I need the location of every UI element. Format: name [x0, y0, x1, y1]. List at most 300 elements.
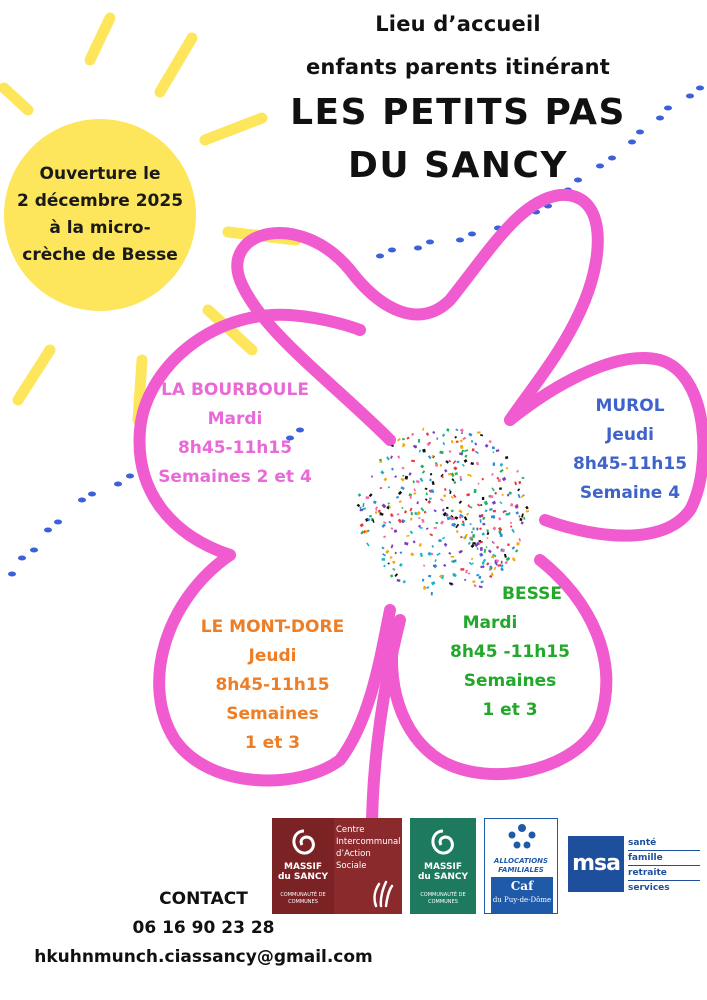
confetti-piece [500, 463, 503, 467]
confetti-piece [438, 539, 441, 542]
confetti-piece [442, 508, 445, 511]
confetti-piece [395, 552, 397, 554]
confetti-piece [411, 512, 413, 515]
confetti-piece [464, 516, 468, 520]
confetti-piece [373, 501, 376, 504]
confetti-piece [492, 446, 495, 449]
confetti-piece [466, 493, 470, 497]
confetti-piece [515, 549, 518, 552]
confetti-piece [382, 553, 386, 556]
confetti-piece [447, 516, 451, 520]
confetti-piece [451, 509, 454, 512]
confetti-piece [375, 511, 378, 514]
logo-massif-ciass [272, 818, 402, 914]
confetti-piece [460, 445, 463, 449]
confetti-piece [512, 557, 516, 561]
confetti-piece [401, 467, 404, 470]
msa-line-4: services [628, 883, 670, 893]
confetti-piece [396, 496, 399, 499]
confetti-piece [435, 462, 437, 464]
location-day: Jeudi [606, 425, 654, 445]
confetti-piece [470, 462, 474, 465]
confetti-piece [398, 491, 402, 495]
opening-line-1: Ouverture le [39, 164, 161, 184]
confetti-piece [397, 513, 400, 515]
confetti-piece [402, 438, 405, 440]
confetti-piece [400, 486, 404, 490]
confetti-piece [474, 442, 477, 445]
confetti-piece [428, 575, 431, 578]
confetti-piece [430, 489, 433, 492]
logo-msa [568, 836, 700, 894]
confetti-piece [496, 546, 499, 549]
confetti-piece [426, 586, 429, 589]
location-la-bourboule [140, 376, 330, 492]
confetti-piece [471, 558, 473, 561]
confetti-piece [505, 456, 508, 459]
confetti-piece [517, 488, 520, 491]
confetti-piece [422, 428, 424, 431]
caf-label: Caf [510, 879, 534, 893]
confetti-piece [432, 431, 435, 434]
confetti-piece [525, 506, 529, 510]
confetti-piece [382, 558, 385, 561]
confetti-piece [464, 454, 467, 457]
confetti-piece [463, 522, 465, 526]
confetti-piece [444, 488, 446, 491]
confetti-piece [391, 527, 394, 530]
confetti-piece [489, 569, 491, 571]
confetti-piece [498, 517, 501, 520]
location-weeks-2: 1 et 3 [244, 733, 301, 753]
confetti-piece [414, 445, 417, 448]
confetti-piece [436, 437, 438, 439]
confetti-piece [413, 488, 416, 491]
logo-text-4: Sociale [336, 861, 367, 871]
location-hours: 8h45 -11h15 [450, 642, 570, 662]
confetti-piece [461, 432, 463, 434]
confetti-piece [472, 542, 475, 545]
confetti-piece [468, 542, 471, 545]
confetti-piece [504, 561, 508, 565]
confetti-piece [391, 445, 394, 447]
msa-mark: msa [568, 836, 624, 892]
confetti-piece [426, 527, 429, 530]
confetti-piece [511, 529, 515, 533]
confetti-piece [381, 523, 385, 527]
location-day: Mardi [462, 613, 518, 633]
confetti-piece [485, 546, 487, 548]
confetti-piece [491, 487, 494, 491]
title-line-2: DU SANCY [347, 145, 569, 186]
logo-massif [410, 818, 476, 914]
confetti-piece [405, 476, 408, 480]
caf-line-1: ALLOCATIONS [493, 857, 549, 865]
location-day: Jeudi [248, 646, 297, 666]
confetti-piece [445, 460, 449, 464]
confetti-piece [460, 428, 464, 432]
confetti-piece [472, 448, 475, 451]
confetti-piece [499, 469, 503, 473]
confetti-piece [496, 449, 500, 452]
confetti-piece [474, 489, 477, 493]
confetti-piece [394, 475, 397, 478]
confetti-piece [451, 478, 454, 481]
opening-line-2: 2 décembre 2025 [16, 191, 184, 211]
confetti-piece [492, 451, 494, 453]
confetti-piece [500, 568, 504, 572]
confetti-piece [383, 536, 386, 539]
confetti-piece [390, 574, 393, 577]
confetti-piece [363, 530, 365, 533]
confetti-piece [420, 507, 424, 511]
logo-brand: MASSIF [284, 862, 322, 872]
confetti-piece [400, 551, 403, 553]
confetti-piece [429, 479, 431, 481]
confetti-piece [410, 518, 412, 521]
family-icon [503, 823, 541, 853]
logo-text-1: Centre [336, 825, 365, 835]
confetti-piece [358, 493, 362, 497]
caf-dept: du Puy-de-Dôme [492, 896, 552, 904]
confetti-piece [477, 483, 479, 485]
confetti-piece [360, 509, 363, 511]
confetti-piece [468, 433, 472, 437]
confetti-piece [478, 576, 481, 580]
confetti-piece [462, 464, 465, 467]
confetti-piece [480, 434, 483, 436]
confetti-piece [496, 560, 499, 562]
confetti-piece [443, 494, 446, 497]
location-weeks: Semaine 4 [579, 483, 681, 503]
confetti-piece [498, 479, 501, 482]
confetti-piece [394, 573, 398, 577]
confetti-piece [501, 494, 504, 496]
confetti-piece [408, 472, 411, 476]
confetti-piece [397, 455, 400, 458]
opening-line-3: à la micro- [49, 218, 151, 238]
confetti-piece [479, 527, 482, 530]
confetti-piece [402, 475, 404, 477]
confetti-piece [501, 561, 503, 564]
confetti-piece [435, 522, 438, 524]
location-name: BESSE [502, 584, 562, 604]
confetti-piece [480, 566, 482, 569]
confetti-piece [434, 559, 436, 562]
confetti-piece [469, 562, 473, 565]
location-name: LE MONT-DORE [200, 617, 345, 637]
location-murol [560, 392, 700, 508]
confetti-piece [430, 473, 432, 475]
opening-info [10, 161, 190, 269]
confetti-piece [460, 439, 463, 442]
confetti-piece [388, 563, 390, 565]
confetti-piece [510, 503, 513, 507]
confetti-piece [399, 563, 403, 567]
location-weeks: Semaines 2 et 4 [158, 467, 312, 487]
confetti-piece [471, 440, 473, 442]
location-day: Mardi [207, 409, 263, 429]
confetti-piece [448, 460, 451, 463]
confetti-piece [514, 481, 517, 485]
confetti-piece [366, 542, 369, 546]
confetti-piece [476, 462, 479, 466]
confetti-piece [451, 440, 454, 443]
massif-swirl-icon [288, 828, 320, 858]
confetti-piece [473, 527, 475, 530]
confetti-piece [470, 538, 473, 541]
confetti-piece [472, 563, 474, 565]
confetti-piece [406, 437, 409, 440]
confetti-piece [425, 498, 428, 501]
confetti-piece [384, 478, 388, 482]
confetti-piece [388, 521, 391, 524]
confetti-piece [357, 504, 361, 507]
confetti-piece [381, 547, 384, 550]
confetti-piece [488, 549, 492, 553]
confetti-piece [460, 536, 463, 538]
confetti-piece [388, 486, 390, 488]
confetti-piece [522, 477, 525, 479]
confetti-piece [390, 455, 393, 459]
confetti-piece [431, 545, 434, 548]
confetti-piece [440, 464, 443, 467]
confetti-piece [493, 510, 496, 512]
confetti-piece [434, 509, 437, 512]
confetti-piece [424, 511, 427, 514]
confetti-piece [425, 488, 428, 490]
confetti-piece [493, 527, 497, 531]
confetti-piece [442, 433, 445, 437]
header-line-1: Lieu d’accueil [375, 12, 541, 36]
msa-line-2: famille [628, 851, 700, 866]
confetti-piece [482, 532, 485, 535]
confetti-piece [454, 472, 458, 475]
confetti-piece [494, 492, 497, 495]
confetti-piece [429, 533, 433, 536]
confetti-piece [512, 546, 516, 550]
confetti-piece [516, 542, 519, 545]
confetti-piece [462, 437, 466, 440]
confetti-piece [418, 439, 420, 443]
confetti-piece [443, 564, 446, 567]
confetti-piece [360, 523, 364, 527]
confetti-piece [410, 495, 412, 499]
location-besse [430, 580, 590, 725]
confetti-piece [369, 515, 372, 517]
confetti-piece [432, 481, 435, 485]
confetti-piece [435, 464, 438, 467]
confetti-piece [451, 496, 454, 499]
confetti-piece [482, 523, 485, 526]
confetti-piece [510, 522, 512, 524]
logo-sub: COMMUNAUTÉ DE COMMUNES [420, 892, 466, 905]
confetti-piece [444, 543, 448, 547]
title-line-1: LES PETITS PAS [290, 92, 626, 133]
contact-label: CONTACT [159, 889, 248, 909]
confetti-piece [493, 462, 495, 466]
location-hours: 8h45-11h15 [215, 675, 330, 695]
confetti-piece [412, 480, 414, 483]
confetti-piece [505, 513, 508, 516]
confetti-piece [469, 523, 471, 525]
location-weeks-1: Semaines [463, 671, 557, 691]
confetti-piece [422, 579, 424, 582]
confetti-piece [410, 508, 413, 512]
confetti-piece [375, 509, 377, 511]
confetti-piece [466, 513, 469, 516]
confetti-piece [383, 521, 387, 524]
confetti-piece [453, 466, 457, 470]
confetti-piece [457, 461, 460, 463]
confetti-piece [506, 467, 509, 469]
confetti-piece [399, 500, 402, 503]
confetti-piece [516, 470, 519, 473]
confetti-piece [475, 451, 479, 454]
confetti-piece [500, 534, 503, 537]
confetti-piece [391, 544, 394, 548]
confetti-piece [371, 475, 373, 477]
logo-brand: MASSIF [424, 862, 462, 872]
confetti-piece [492, 501, 496, 505]
confetti-piece [467, 474, 469, 476]
confetti-piece [499, 487, 502, 490]
confetti-piece [502, 549, 504, 552]
confetti-piece [453, 460, 457, 464]
confetti-piece [419, 543, 422, 547]
confetti-piece [498, 530, 501, 534]
confetti-piece [404, 542, 408, 546]
logo-text-2: Intercommunal [336, 837, 401, 847]
contact-phone[interactable]: 06 16 90 23 28 [132, 918, 275, 938]
confetti-piece [519, 515, 521, 517]
confetti-piece [413, 492, 416, 494]
confetti-piece [362, 503, 364, 507]
confetti-piece [458, 509, 462, 513]
confetti-piece [392, 568, 395, 571]
confetti-piece [369, 493, 373, 497]
confetti-center [357, 428, 529, 596]
confetti-piece [480, 504, 482, 506]
confetti-piece [504, 554, 507, 558]
confetti-piece [487, 529, 489, 532]
confetti-piece [482, 497, 484, 500]
confetti-piece [436, 552, 440, 555]
confetti-piece [518, 481, 521, 484]
confetti-piece [410, 531, 414, 535]
msa-line-3: retraite [628, 866, 700, 881]
confetti-piece [494, 567, 497, 571]
location-mont-dore [180, 613, 365, 758]
confetti-piece [388, 502, 390, 504]
confetti-piece [485, 444, 489, 448]
confetti-piece [485, 510, 488, 512]
confetti-piece [382, 504, 387, 509]
location-weeks-1: Semaines [226, 704, 319, 724]
confetti-piece [454, 436, 457, 439]
confetti-piece [481, 478, 484, 481]
confetti-piece [477, 542, 480, 545]
confetti-piece [487, 532, 490, 535]
confetti-piece [423, 586, 426, 590]
confetti-piece [413, 540, 416, 543]
confetti-piece [397, 579, 401, 582]
confetti-piece [434, 527, 437, 529]
confetti-piece [448, 473, 451, 476]
confetti-piece [464, 449, 468, 452]
logo-brand-2: du SANCY [417, 872, 469, 882]
caf-line-2: FAMILIALES [498, 866, 544, 874]
confetti-piece [471, 531, 473, 533]
confetti-piece [440, 498, 444, 502]
confetti-piece [421, 519, 424, 523]
confetti-piece [477, 547, 479, 550]
confetti-piece [416, 501, 418, 504]
confetti-piece [464, 459, 468, 463]
confetti-piece [406, 535, 409, 537]
location-name: LA BOURBOULE [161, 380, 309, 400]
confetti-piece [429, 497, 432, 499]
location-hours: 8h45-11h15 [177, 438, 293, 458]
confetti-piece [484, 501, 488, 506]
confetti-piece [380, 470, 384, 474]
confetti-piece [455, 516, 459, 520]
confetti-piece [470, 544, 474, 548]
confetti-piece [400, 478, 404, 482]
confetti-piece [394, 529, 398, 532]
confetti-piece [455, 429, 458, 432]
confetti-piece [484, 549, 486, 553]
confetti-piece [510, 525, 513, 528]
location-weeks-2: 1 et 3 [482, 700, 538, 720]
confetti-piece [486, 562, 489, 565]
confetti-piece [448, 552, 451, 555]
confetti-piece [507, 543, 510, 546]
confetti-piece [444, 469, 447, 472]
confetti-piece [404, 510, 407, 513]
contact-email[interactable]: hkuhnmunch.ciassancy@gmail.com [34, 947, 373, 967]
confetti-piece [359, 506, 362, 509]
confetti-piece [420, 553, 423, 557]
confetti-piece [397, 438, 401, 442]
confetti-piece [442, 537, 445, 540]
confetti-piece [477, 431, 481, 433]
massif-swirl-icon [427, 828, 459, 858]
confetti-piece [521, 521, 524, 524]
confetti-piece [519, 518, 522, 521]
confetti-piece [433, 565, 435, 567]
confetti-piece [366, 496, 370, 499]
confetti-piece [380, 487, 383, 489]
confetti-piece [476, 528, 478, 531]
confetti-piece [427, 500, 431, 504]
confetti-piece [420, 464, 424, 468]
confetti-piece [420, 478, 424, 483]
confetti-piece [499, 501, 502, 504]
confetti-piece [439, 451, 443, 455]
confetti-piece [418, 517, 421, 519]
confetti-piece [449, 450, 452, 452]
confetti-piece [456, 441, 459, 443]
confetti-piece [411, 433, 414, 436]
confetti-piece [416, 480, 420, 483]
confetti-piece [385, 550, 389, 554]
confetti-piece [453, 481, 456, 484]
confetti-piece [403, 580, 406, 583]
confetti-piece [443, 442, 446, 445]
opening-line-4: crèche de Besse [22, 245, 178, 265]
confetti-piece [459, 500, 462, 504]
